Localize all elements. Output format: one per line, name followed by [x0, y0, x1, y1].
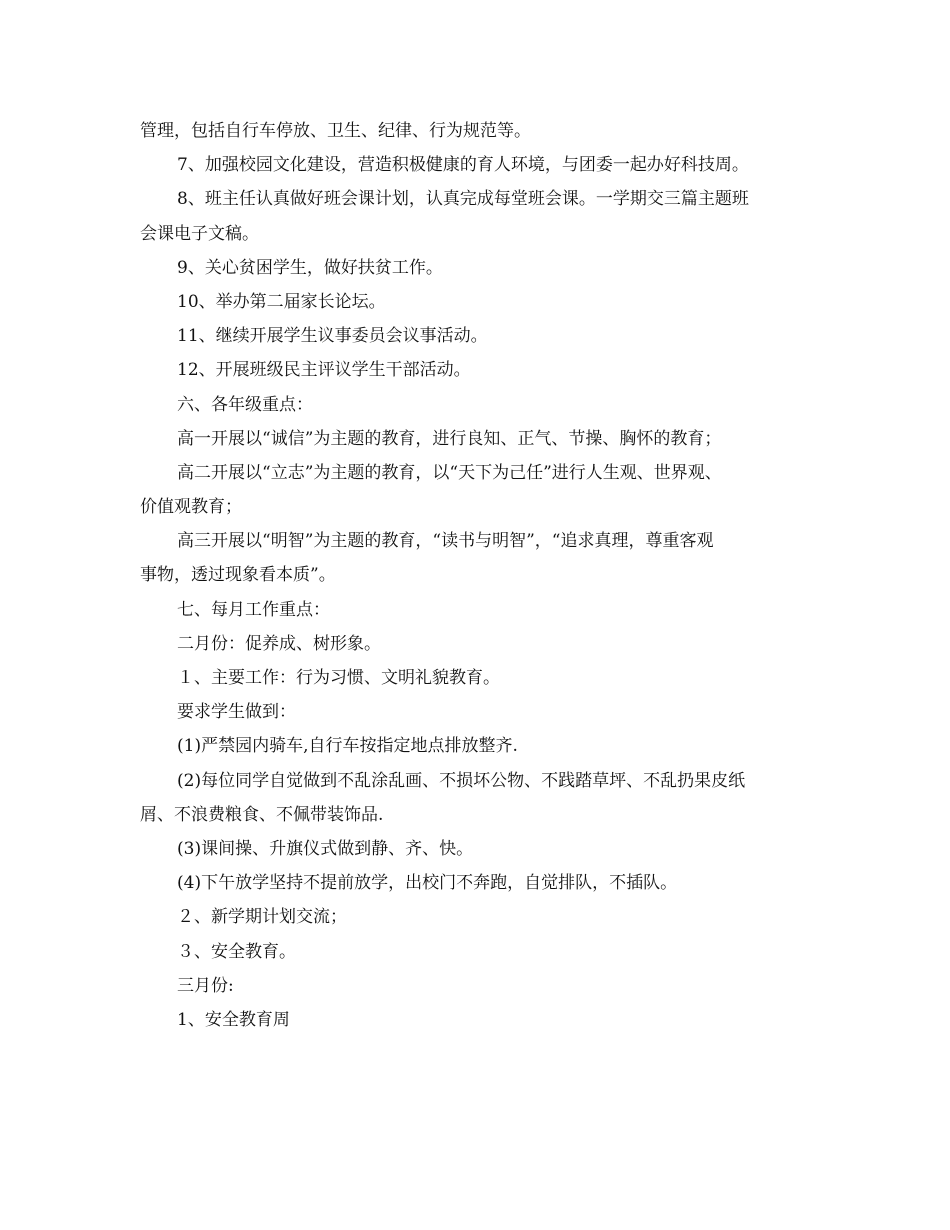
- text-line: 六、各年级重点：: [177, 394, 313, 415]
- text-line: 价值观教育；: [140, 497, 242, 518]
- text-line: 三月份:: [177, 975, 234, 996]
- text-line: ３、安全教育。: [177, 941, 296, 962]
- text-line: (4)下午放学坚持不提前放学，出校门不奔跑，自觉排队，不插队。: [177, 873, 678, 894]
- text-line: 事物，透过现象看本质”。: [140, 565, 336, 586]
- text-line: 管理，包括自行车停放、卫生、纪律、行为规范等。: [140, 121, 531, 141]
- text-line: 7、加强校园文化建设，营造积极健康的育人环境，与团委一起办好科技周。: [177, 155, 749, 176]
- text-line: (2)每位同学自觉做到不乱涂乱画、不损坏公物、不践踏草坪、不乱扔果皮纸: [177, 770, 746, 791]
- text-line: 11、继续开展学生议事委员会议事活动。: [177, 326, 488, 347]
- document-body: [140, 114, 815, 1037]
- text-line: 高二开展以“立志”为主题的教育，以“天下为己任”进行人生观、世界观、: [177, 462, 722, 483]
- text-line: 12、开展班级民主评议学生干部活动。: [177, 360, 471, 381]
- text-line: 1、安全教育周: [177, 1009, 290, 1030]
- text-line: １、主要工作：行为习惯、文明礼貌教育。: [177, 668, 500, 688]
- text-line: 高三开展以“明智”为主题的教育，“读书与明智”，“追求真理，尊重客观: [177, 531, 714, 552]
- text-line: (3)课间操、升旗仪式做到静、齐、快。: [177, 838, 474, 859]
- text-line: 二月份：促养成、树形象。: [177, 633, 381, 654]
- text-line: 高一开展以“诚信”为主题的教育，进行良知、正气、节操、胸怀的教育；: [177, 428, 722, 449]
- text-line: 会课电子文稿。: [140, 223, 259, 244]
- text-line: 要求学生做到：: [177, 702, 296, 723]
- text-line: 9、关心贫困学生，做好扶贫工作。: [177, 257, 443, 278]
- text-line: (1)严禁园内骑车,自行车按指定地点排放整齐.: [177, 736, 518, 757]
- text-line: ２、新学期计划交流；: [177, 907, 347, 928]
- text-line: 8、班主任认真做好班会课计划，认真完成每堂班会课。一学期交三篇主题班: [177, 189, 749, 210]
- text-line: 10、举办第二届家长论坛。: [177, 291, 386, 312]
- text-line: 屑、不浪费粮食、不佩带装饰品.: [140, 804, 384, 825]
- text-line: 七、每月工作重点：: [177, 599, 330, 620]
